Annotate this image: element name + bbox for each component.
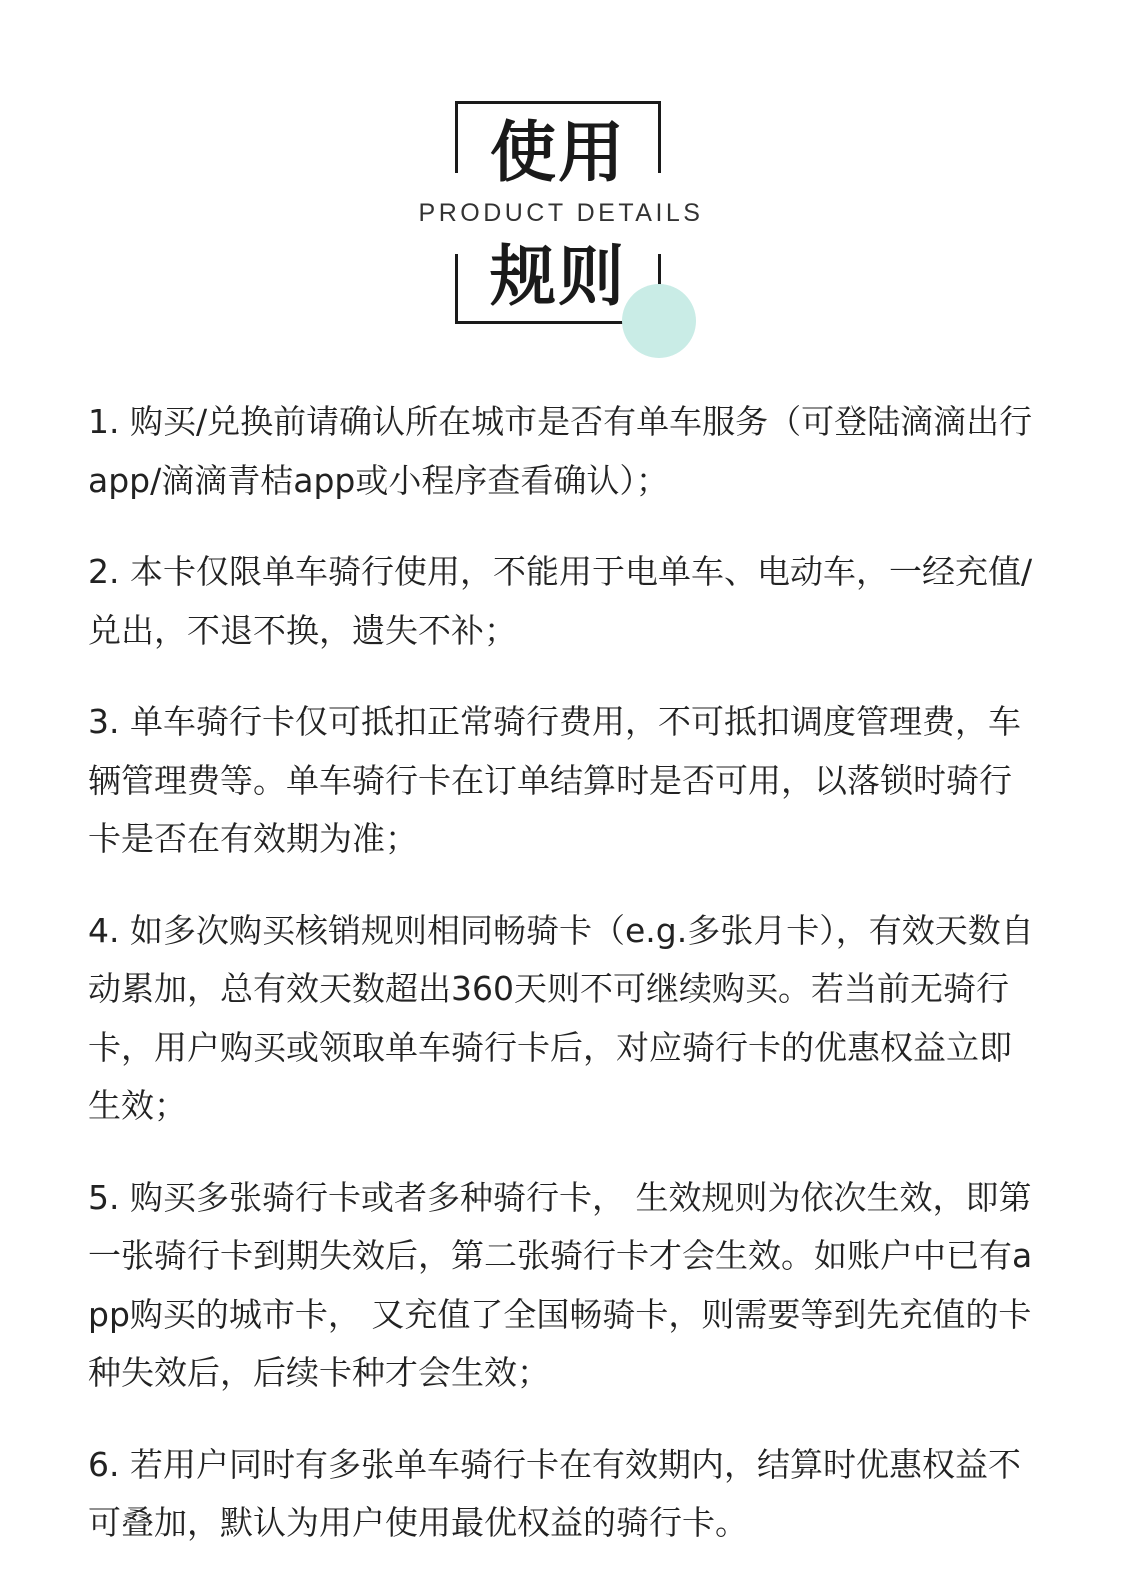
rule-item-5: 5. 购买多张骑行卡或者多种骑行卡， 生效规则为依次生效，即第一张骑行卡到期失效后，第二张骑行卡才会生效。如账户中已有app购买的城市卡， 又充值了全国畅骑卡，则需要等到先充值的卡种失效后，后续卡种才会生效； — [88, 1177, 1033, 1392]
subtitle: PRODUCT DETAILS — [418, 199, 704, 227]
title-header — [0, 0, 1122, 380]
rules-list — [88, 393, 1038, 1568]
rule-item-4: 4. 如多次购买核销规则相同畅骑卡（e.g.多张月卡），有效天数自动累加，总有效天数超出360天则不可继续购买。若当前无骑行卡，用户购买或领取单车骑行卡后，对应骑行卡的优惠权益立即生效； — [88, 910, 1034, 1125]
rule-item-6: 6. 若用户同时有多张单车骑行卡在有效期内，结算时优惠权益不可叠加，默认为用户使用最优权益的骑行卡。 — [88, 1444, 1021, 1542]
title-line-2: 规则 — [490, 237, 626, 315]
rule-item-2: 2. 本卡仅限单车骑行使用，不能用于电单车、电动车，一经充值/兑出，不退不换，遗失不补； — [88, 552, 1033, 650]
rule-item-1: 1. 购买/兑换前请确认所在城市是否有单车服务（可登陆滴滴出行app/滴滴青桔app或小程序查看确认）； — [88, 402, 1033, 500]
rule-item-3: 3. 单车骑行卡仅可抵扣正常骑行费用，不可抵扣调度管理费，车辆管理费等。单车骑行卡在订单结算时是否可用，以落锁时骑行卡是否在有效期为准； — [88, 702, 1021, 858]
title-line-1: 使用 — [490, 113, 626, 191]
